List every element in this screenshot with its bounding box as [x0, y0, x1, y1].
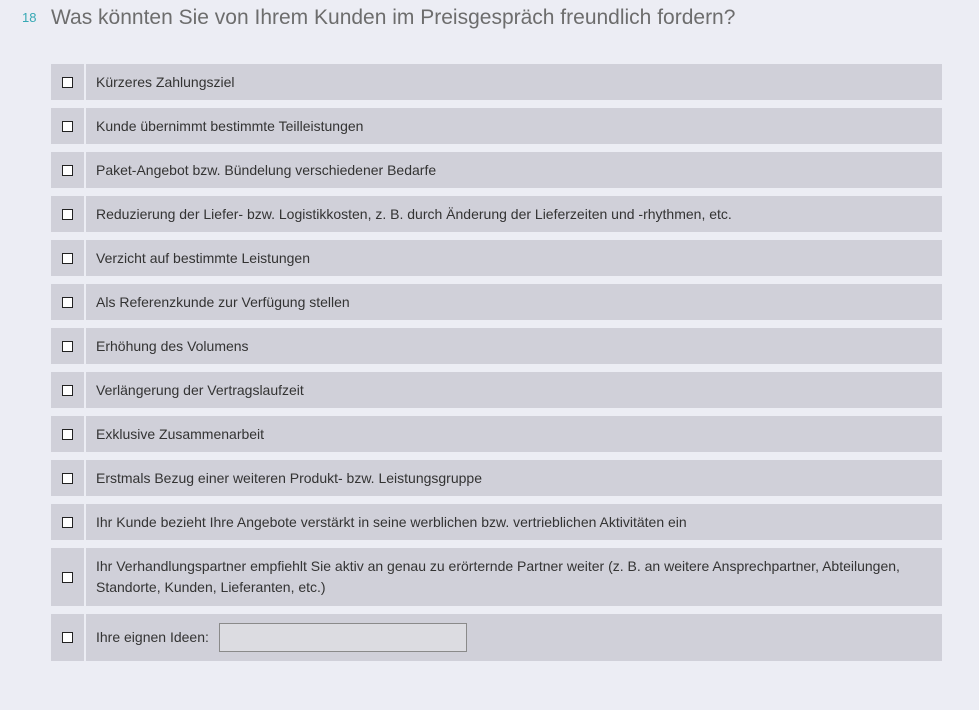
option-row[interactable]: [51, 504, 942, 540]
option-label: Verlängerung der Vertragslaufzeit: [96, 381, 304, 398]
option-label: Verzicht auf bestimmte Leistungen: [96, 249, 311, 266]
option-label-cell[interactable]: [86, 416, 942, 452]
checkbox-icon[interactable]: [62, 77, 73, 88]
checkbox-icon[interactable]: [62, 297, 73, 308]
question-number: 18: [22, 10, 37, 25]
checkbox-icon[interactable]: [62, 341, 73, 352]
option-row[interactable]: [51, 284, 942, 320]
checkbox-cell[interactable]: [51, 64, 84, 100]
option-row[interactable]: [51, 152, 942, 188]
checkbox-icon[interactable]: [62, 385, 73, 396]
option-label: Reduzierung der Liefer- bzw. Logistikkosten, z. B. durch Änderung der Lieferzeiten und -rhythmen, etc.: [96, 205, 732, 222]
checkbox-icon[interactable]: [62, 253, 73, 264]
option-label-cell[interactable]: [86, 284, 942, 320]
checkbox-icon[interactable]: [62, 473, 73, 484]
checkbox-icon[interactable]: [62, 572, 73, 583]
option-label: Erhöhung des Volumens: [96, 337, 249, 354]
option-label-cell[interactable]: [86, 504, 942, 540]
options-list: [51, 64, 942, 661]
checkbox-icon[interactable]: [62, 429, 73, 440]
checkbox-cell[interactable]: [51, 416, 84, 452]
option-label-cell[interactable]: [86, 64, 942, 100]
checkbox-cell[interactable]: [51, 108, 84, 144]
option-row[interactable]: [51, 108, 942, 144]
option-row[interactable]: [51, 460, 942, 496]
checkbox-cell[interactable]: [51, 504, 84, 540]
question-header: [22, 6, 969, 38]
option-label-cell[interactable]: [86, 460, 942, 496]
checkbox-cell[interactable]: [51, 372, 84, 408]
checkbox-cell[interactable]: [51, 284, 84, 320]
option-row[interactable]: [51, 240, 942, 276]
option-label-cell[interactable]: [86, 108, 942, 144]
own-ideas-input[interactable]: [219, 623, 467, 652]
checkbox-icon[interactable]: [62, 632, 73, 643]
option-label-cell[interactable]: [86, 328, 942, 364]
own-ideas-label: Ihre eignen Ideen:: [96, 629, 209, 645]
option-label: Als Referenzkunde zur Verfügung stellen: [96, 293, 350, 310]
option-row[interactable]: [51, 196, 942, 232]
option-label: Kunde übernimmt bestimmte Teilleistungen: [96, 117, 364, 134]
option-label-cell[interactable]: [86, 240, 942, 276]
option-label: Erstmals Bezug einer weiteren Produkt- bzw. Leistungsgruppe: [96, 469, 482, 486]
checkbox-cell[interactable]: [51, 196, 84, 232]
option-row[interactable]: [51, 328, 942, 364]
option-label: Ihr Kunde bezieht Ihre Angebote verstärkt in seine werblichen bzw. vertrieblichen Aktivitäten ein: [96, 513, 687, 530]
checkbox-cell[interactable]: [51, 614, 84, 661]
own-ideas-row[interactable]: [51, 614, 942, 661]
option-row[interactable]: [51, 372, 942, 408]
option-label-cell[interactable]: [86, 152, 942, 188]
option-label: Exklusive Zusammenarbeit: [96, 425, 265, 442]
checkbox-cell[interactable]: [51, 460, 84, 496]
option-label-cell[interactable]: [86, 372, 942, 408]
option-label: Ihr Verhandlungspartner empfiehlt Sie aktiv an genau zu erörternde Partner weiter (z. B. an weitere Ansprechpartner, Abteilungen, Standorte, Kunden, Lieferanten, etc.): [96, 558, 900, 595]
option-row[interactable]: [51, 548, 942, 606]
checkbox-icon[interactable]: [62, 209, 73, 220]
option-label-cell[interactable]: [86, 548, 942, 606]
checkbox-icon[interactable]: [62, 165, 73, 176]
checkbox-cell[interactable]: [51, 240, 84, 276]
checkbox-cell[interactable]: [51, 152, 84, 188]
option-row[interactable]: [51, 64, 942, 100]
checkbox-cell[interactable]: [51, 548, 84, 606]
option-label-cell[interactable]: [86, 196, 942, 232]
own-ideas-cell: [86, 614, 942, 661]
checkbox-icon[interactable]: [62, 517, 73, 528]
option-label: Paket-Angebot bzw. Bündelung verschiedener Bedarfe: [96, 161, 437, 178]
checkbox-icon[interactable]: [62, 121, 73, 132]
option-label: Kürzeres Zahlungsziel: [96, 73, 235, 90]
checkbox-cell[interactable]: [51, 328, 84, 364]
question-title: Was könnten Sie von Ihrem Kunden im Preisgespräch freundlich fordern?: [51, 6, 736, 29]
option-row[interactable]: [51, 416, 942, 452]
